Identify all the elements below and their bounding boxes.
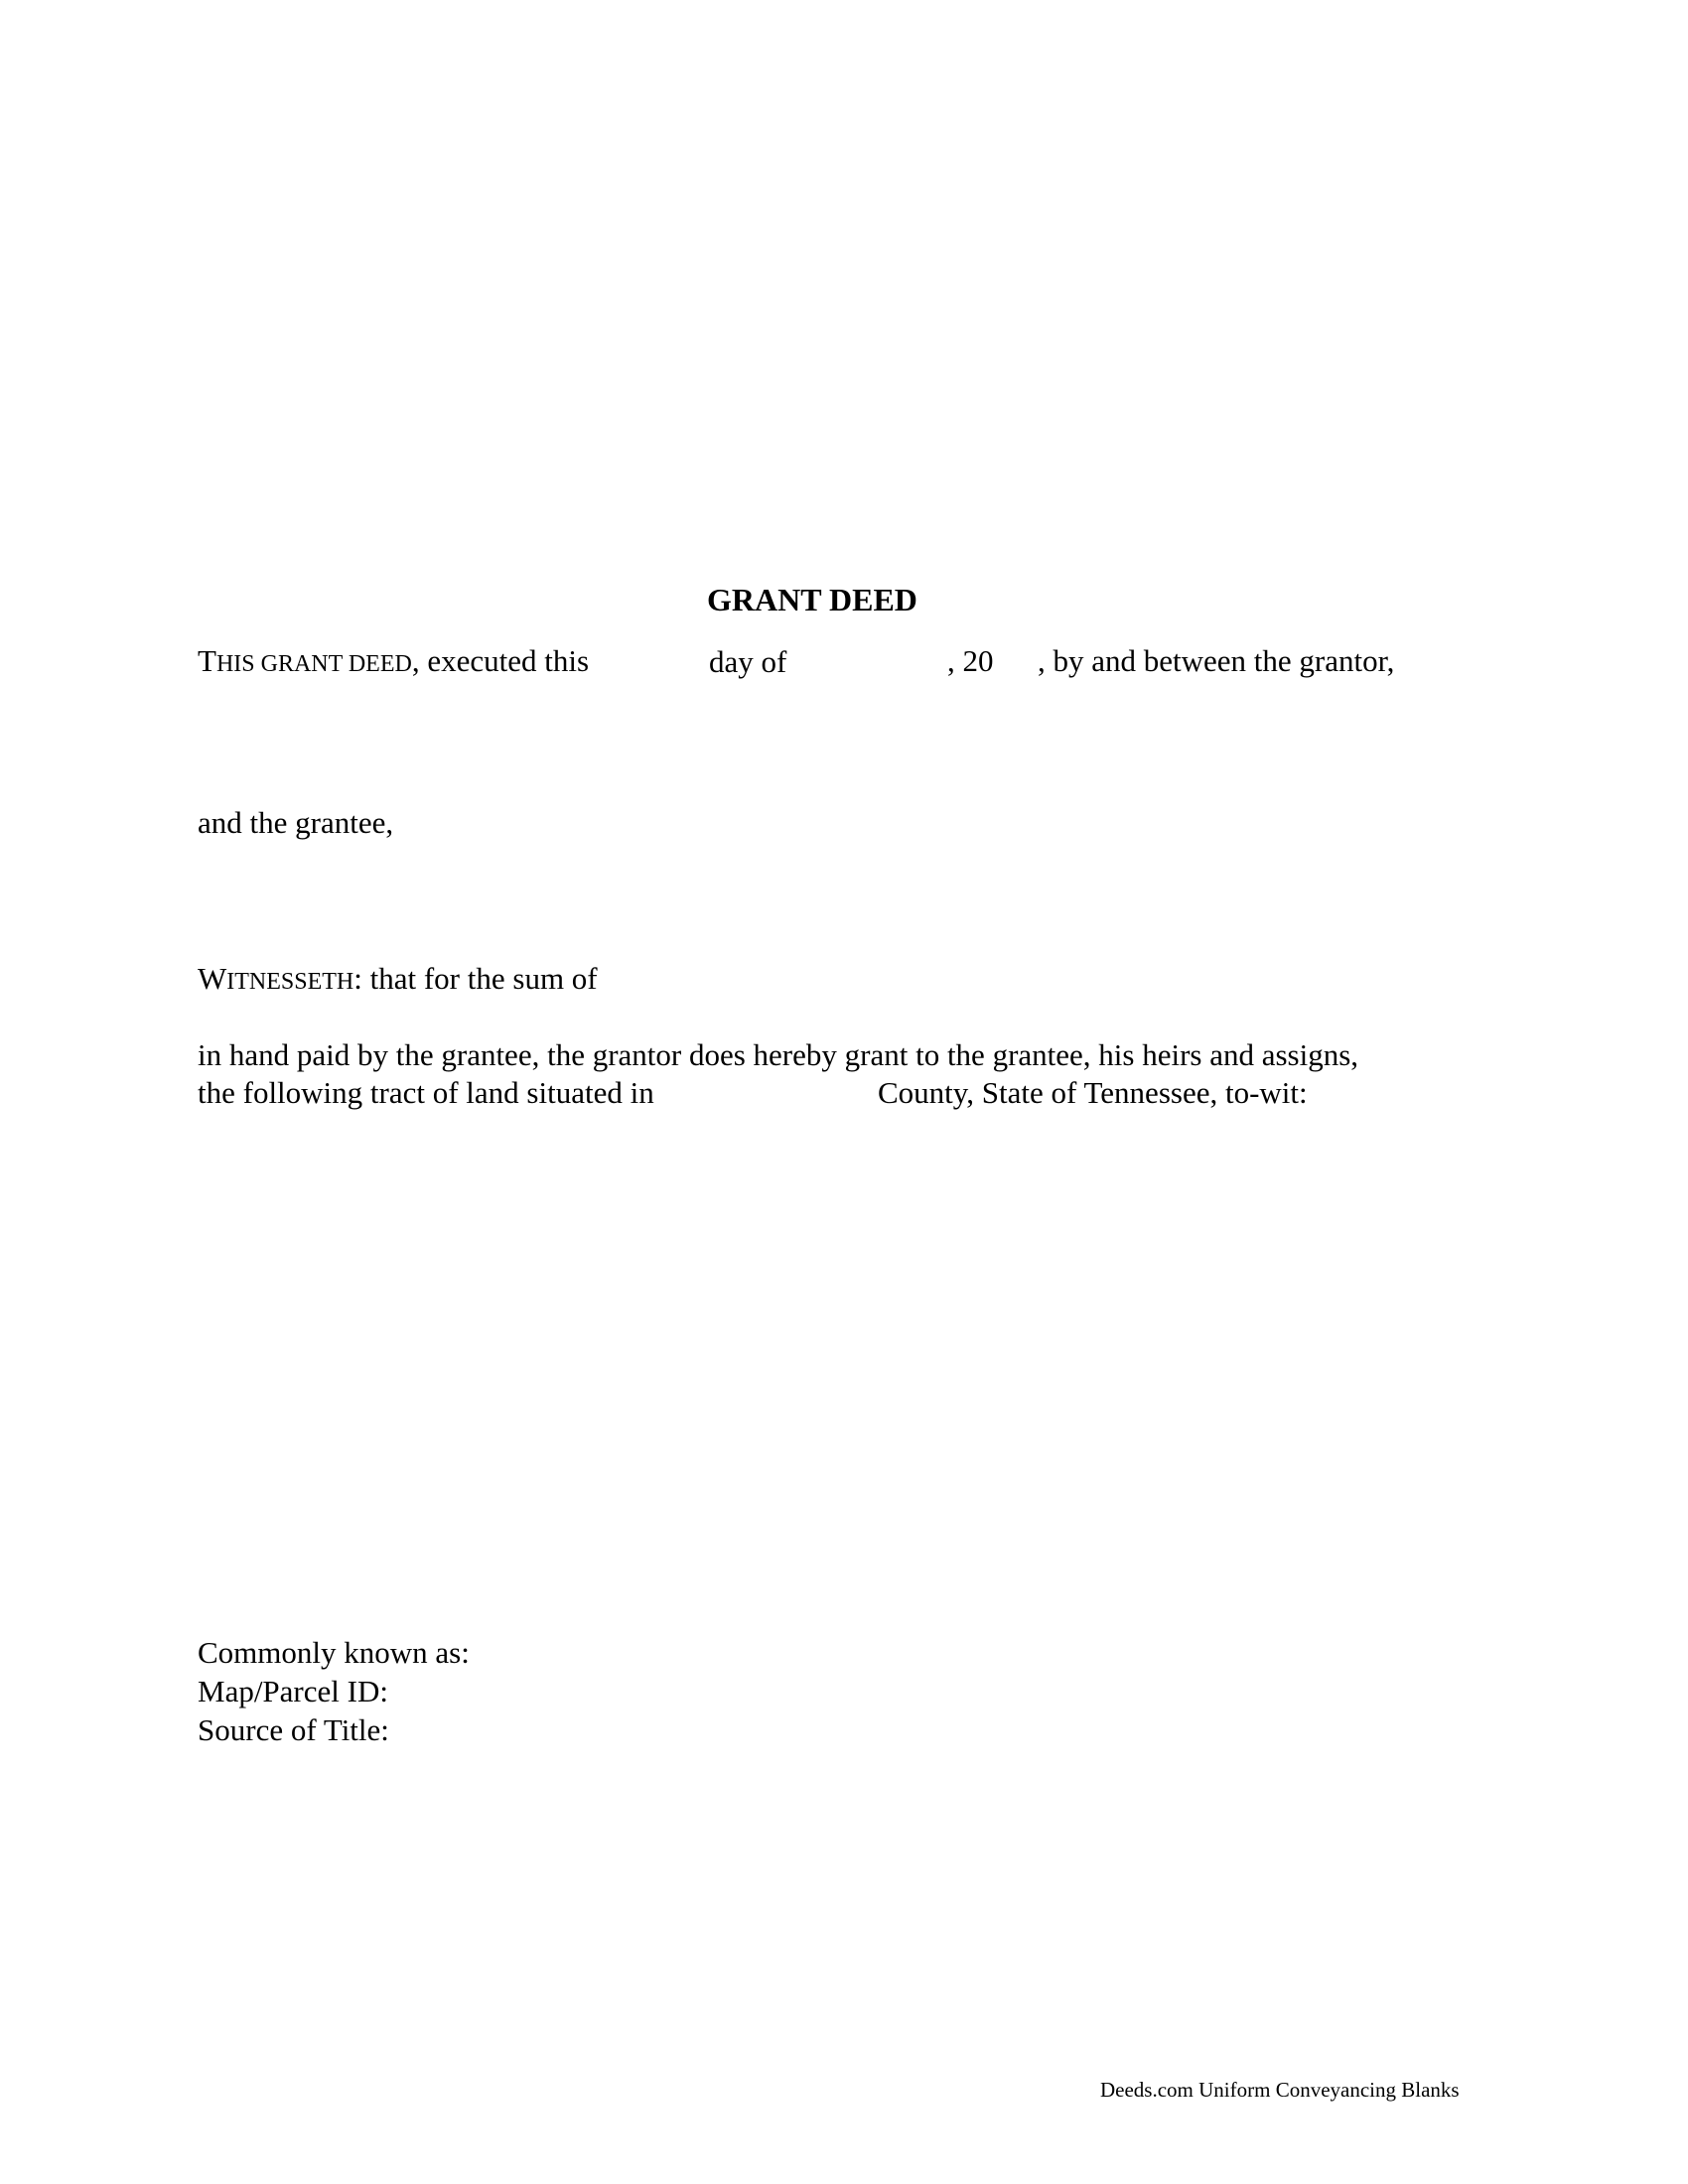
witness-rest: : that for the sum of	[353, 961, 598, 996]
grant-line-2-b: County, State of Tennessee, to-wit:	[878, 1075, 1308, 1110]
witness-smallcaps-first: W	[198, 961, 227, 996]
commonly-known-label: Commonly known as:	[198, 1635, 470, 1670]
grant-line-1: in hand paid by the grantee, the grantor does hereby grant to the grantee, his heirs and assigns,	[198, 1037, 1359, 1072]
witness-line	[198, 963, 598, 994]
intro-lead	[198, 645, 589, 676]
parcel-id-label: Map/Parcel ID:	[198, 1674, 388, 1708]
intro-smallcaps-rest: HIS GRANT DEED	[215, 651, 412, 677]
intro-executed: , executed this	[411, 643, 590, 678]
source-of-title-label: Source of Title:	[198, 1712, 389, 1747]
intro-smallcaps-first: T	[198, 643, 216, 678]
intro-between: , by and between the grantor,	[1038, 643, 1395, 678]
intro-year: , 20	[947, 643, 994, 678]
footer-text: Deeds.com Uniform Conveyancing Blanks	[1100, 2078, 1460, 2102]
witness-smallcaps-rest: ITNESSETH	[226, 969, 354, 995]
intro-day-of: day of	[709, 644, 787, 679]
document-title: GRANT DEED	[707, 582, 917, 617]
grantee-line: and the grantee,	[198, 805, 394, 840]
grant-line-2-a: the following tract of land situated in	[198, 1075, 654, 1110]
